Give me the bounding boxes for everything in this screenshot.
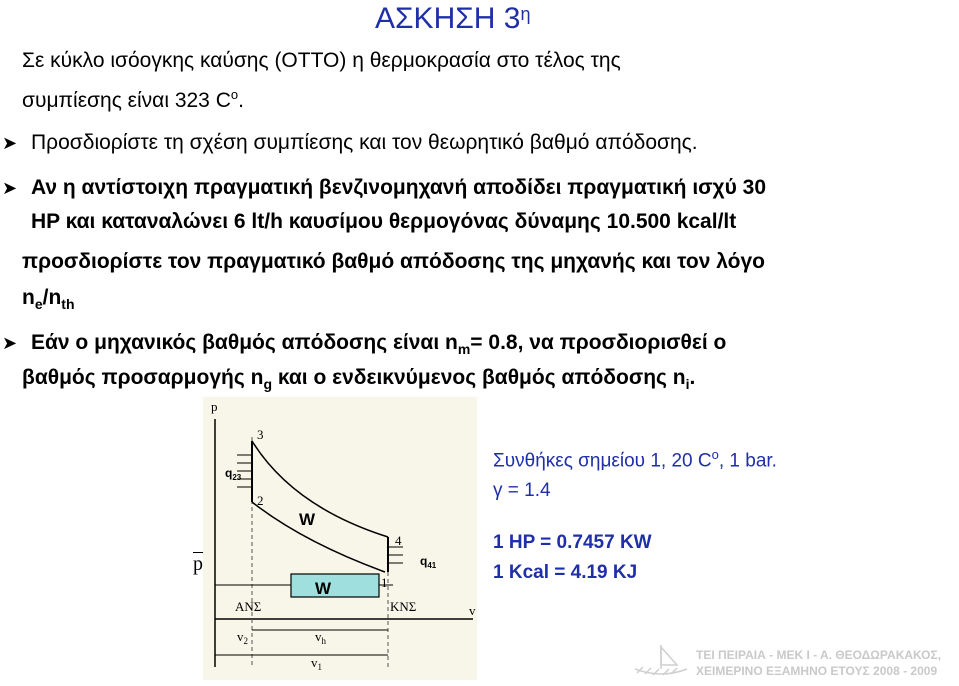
intro-text: Σε κύκλο ισόογκης καύσης (ΟΤΤΟ) η θερμοκρασία στο τέλος της συμπίεσης είναι 323 $C^o$. — [22, 49, 621, 112]
expansion-curve — [252, 441, 388, 537]
q41-label: $q_{41}$ — [420, 554, 437, 570]
bullet2-text-cont: προσδιορίστε τον πραγματικό βαθμό απόδοσης της μηχανής και τον λόγο $n_e/n_{th}$ — [22, 250, 765, 313]
p-bar-label: p — [193, 553, 203, 575]
point-3-label: 3 — [257, 427, 264, 442]
w-upper-label: W — [299, 510, 316, 529]
footer: ΤΕΙ ΠΕΙΡΑΙΑ - ΜΕΚ Ι - Α. ΘΕΟΔΩΡΑΚΑΚΟΣ, ΧΕΙΜΕΡΙΝΟ ΕΞΑΜΗΝΟ ΕΤΟΥΣ 2008 - 2009 — [696, 648, 942, 678]
point-4-label: 4 — [395, 533, 402, 548]
hp-conversion: 1 HP = 0.7457 KW — [493, 532, 652, 554]
bullet3-text: Εάν ο μηχανικός βαθμός απόδοσης είναι $n_m= 0.8$, να προσδιορισθεί ο — [31, 331, 727, 358]
compression-curve — [252, 502, 385, 572]
v2-label: $v_2$ — [237, 629, 248, 646]
point-2-label: 2 — [257, 493, 264, 508]
bullet-arrow-icon: ➤ — [2, 333, 18, 353]
bullet1-text: Προσδιορίστε τη σχέση συμπίεσης και τον θεωρητικό βαθμό απόδοσης. — [31, 131, 698, 154]
bullet-arrow-icon: ➤ — [2, 133, 18, 153]
bullet2-text: Αν η αντίστοιχη πραγματική βενζινομηχανή αποδίδει πραγματική ισχύ 30 HP και καταναλώνει 6 lt/h καυσίμου θερμογόνας δύναμης 10.500 kcal/lt — [31, 176, 767, 233]
bullet3-text-cont: βαθμός προσαρμογής $n_g$ και ο ενδεικνύμενος βαθμός απόδοσης $n_i$. — [22, 366, 696, 393]
kns-label: ΚΝΣ — [390, 599, 417, 614]
pv-diagram — [203, 397, 477, 680]
gamma-line: γ = 1.4 — [493, 480, 551, 502]
q23-label: $q_{23}$ — [225, 466, 242, 482]
kcal-conversion: 1 Kcal = 4.19 KJ — [493, 562, 638, 584]
vh-label: $v_h$ — [315, 629, 326, 646]
v1-label: $v_1$ — [311, 655, 322, 672]
conditions-line: Συνθήκες σημείου 1, 20 $C^o$, 1 bar. — [493, 447, 777, 472]
point-1-label: 1 — [381, 575, 388, 590]
slide-title: ΑΣΚΗΣΗ $3^\eta$ — [375, 2, 531, 35]
ship-logo — [631, 641, 691, 681]
given-data — [493, 440, 777, 588]
bullet-arrow-icon: ➤ — [2, 178, 18, 198]
w-lower-label: W — [315, 579, 332, 598]
work-rectangle — [291, 574, 379, 597]
ans-label: ΑΝΣ — [235, 599, 262, 614]
v-axis-label: v — [469, 603, 476, 618]
p-axis-label: p — [211, 399, 218, 414]
